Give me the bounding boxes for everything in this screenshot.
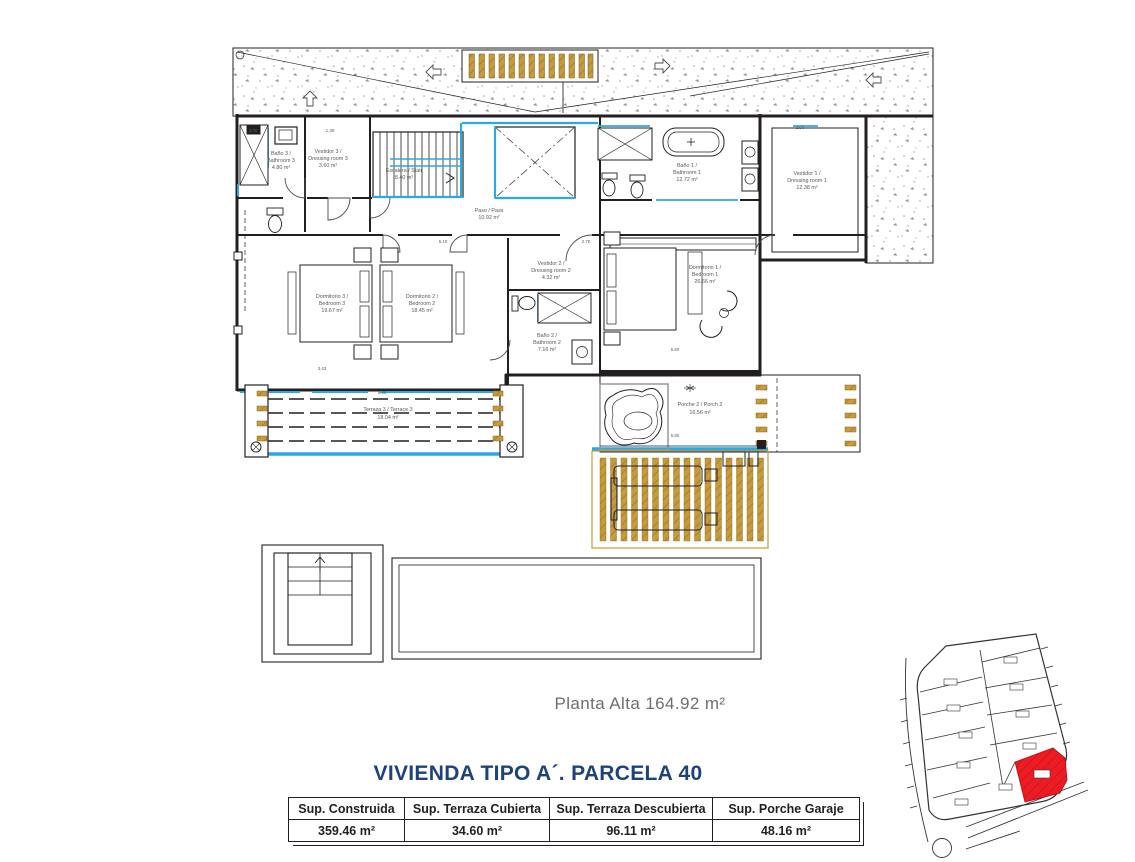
- svg-text:8.40 m²: 8.40 m²: [394, 175, 414, 181]
- header-sup-terraza-descubierta: Sup. Terraza Descubierta: [550, 798, 713, 820]
- svg-text:Bedroom 1: Bedroom 1: [691, 272, 719, 278]
- void-skylight: [495, 127, 575, 198]
- areas-table: [288, 797, 860, 842]
- svg-text:3.43: 3.43: [317, 366, 327, 371]
- svg-text:3.00: 3.00: [248, 128, 258, 133]
- svg-text:Dressing room 2: Dressing room 2: [531, 268, 571, 274]
- room-label-escalera: [386, 168, 423, 181]
- room-label-paso: [475, 208, 504, 221]
- svg-text:6.10: 6.10: [438, 239, 448, 244]
- lower-floor-outline: [262, 545, 761, 662]
- header-sup-terraza-cubierta: Sup. Terraza Cubierta: [405, 798, 550, 820]
- floor-caption: Planta Alta 164.92 m²: [554, 694, 726, 713]
- value-sup-porche-garaje: 48.16 m²: [713, 820, 860, 842]
- bedroom-furniture: [288, 232, 737, 359]
- svg-text:Porche 2 / Porch 2: Porche 2 / Porch 2: [677, 402, 723, 408]
- svg-text:Terraza 3 / Terrace 3: Terraza 3 / Terrace 3: [363, 407, 413, 413]
- svg-text:Bedroom 2: Bedroom 2: [408, 301, 436, 307]
- areas-table-wrap: [288, 797, 860, 842]
- wood-deck: [592, 451, 768, 548]
- value-sup-terraza-descubierta: 96.11 m²: [550, 820, 713, 842]
- room-label-vestidor2: [531, 261, 571, 281]
- svg-text:4.80 m²: 4.80 m²: [271, 165, 291, 171]
- svg-text:2.90: 2.90: [795, 125, 805, 130]
- room-label-porche2: [678, 402, 723, 416]
- porch-jacuzzi: [600, 384, 856, 450]
- svg-text:1.30: 1.30: [325, 128, 335, 133]
- room-label-banio2: [533, 333, 561, 353]
- svg-text:12.38 m²: 12.38 m²: [796, 185, 818, 191]
- svg-text:Vestidor 1 /: Vestidor 1 /: [793, 171, 821, 177]
- room-label-vestidor3: [308, 149, 348, 169]
- header-sup-porche-garaje: Sup. Porche Garaje: [713, 798, 860, 820]
- header-sup-construida: Sup. Construida: [289, 798, 405, 820]
- svg-text:10.92 m²: 10.92 m²: [478, 215, 500, 221]
- svg-text:Paso / Pass: Paso / Pass: [474, 208, 504, 214]
- svg-text:Bedroom 3: Bedroom 3: [318, 301, 346, 307]
- site-plan: [900, 634, 1088, 858]
- page-title: VIVIENDA TIPO A´. PARCELA 40: [373, 762, 703, 785]
- value-sup-construida: 359.46 m²: [289, 820, 405, 842]
- svg-text:12.72 m²: 12.72 m²: [676, 177, 698, 183]
- svg-text:Baño 2 /: Baño 2 /: [536, 333, 558, 339]
- svg-text:Bathroom 1: Bathroom 1: [673, 170, 701, 176]
- areas-table-value-row: [289, 820, 860, 842]
- svg-text:5.80: 5.80: [670, 347, 680, 352]
- svg-text:3.60 m²: 3.60 m²: [318, 163, 338, 169]
- room-label-banio1: [673, 163, 701, 183]
- room-label-dormitorio1: [689, 265, 722, 285]
- svg-text:8.35: 8.35: [377, 390, 387, 395]
- svg-text:Dressing room 1: Dressing room 1: [787, 178, 827, 184]
- svg-text:19.67 m²: 19.67 m²: [321, 308, 343, 314]
- room-label-banio3: [267, 151, 295, 171]
- svg-text:5.80: 5.80: [670, 433, 680, 438]
- svg-text:Vestidor 3 /: Vestidor 3 /: [314, 149, 342, 155]
- svg-text:26.66 m²: 26.66 m²: [694, 279, 716, 285]
- svg-text:7.16 m²: 7.16 m²: [537, 347, 557, 353]
- svg-text:Dormitorio 2 /: Dormitorio 2 /: [405, 294, 439, 300]
- svg-text:4.32 m²: 4.32 m²: [541, 275, 561, 281]
- svg-text:18.45 m²: 18.45 m²: [411, 308, 433, 314]
- svg-text:Escalera / Stair: Escalera / Stair: [385, 168, 423, 174]
- room-label-terraza3: [363, 407, 412, 421]
- areas-table-header-row: [289, 798, 860, 820]
- svg-text:Vestidor 2 /: Vestidor 2 /: [537, 261, 565, 267]
- svg-text:Dormitorio 3 /: Dormitorio 3 /: [315, 294, 349, 300]
- svg-text:Baño 1 /: Baño 1 /: [676, 163, 698, 169]
- stair: [373, 132, 463, 197]
- svg-text:Dormitorio 1 /: Dormitorio 1 /: [688, 265, 722, 271]
- svg-text:18.04 m²: 18.04 m²: [377, 415, 399, 421]
- roof-louver-panel: [462, 50, 598, 82]
- value-sup-terraza-cubierta: 34.60 m²: [405, 820, 550, 842]
- svg-text:16.56 m²: 16.56 m²: [689, 410, 711, 416]
- svg-text:Baño 3 /: Baño 3 /: [270, 151, 292, 157]
- svg-text:Bathroom 3: Bathroom 3: [267, 158, 295, 164]
- svg-text:Bathroom 2: Bathroom 2: [533, 340, 561, 346]
- room-label-vestidor1: [787, 171, 827, 191]
- terrace-3: [245, 385, 523, 457]
- svg-text:Dressing room 3: Dressing room 3: [308, 156, 348, 162]
- svg-text:2.70: 2.70: [581, 239, 591, 244]
